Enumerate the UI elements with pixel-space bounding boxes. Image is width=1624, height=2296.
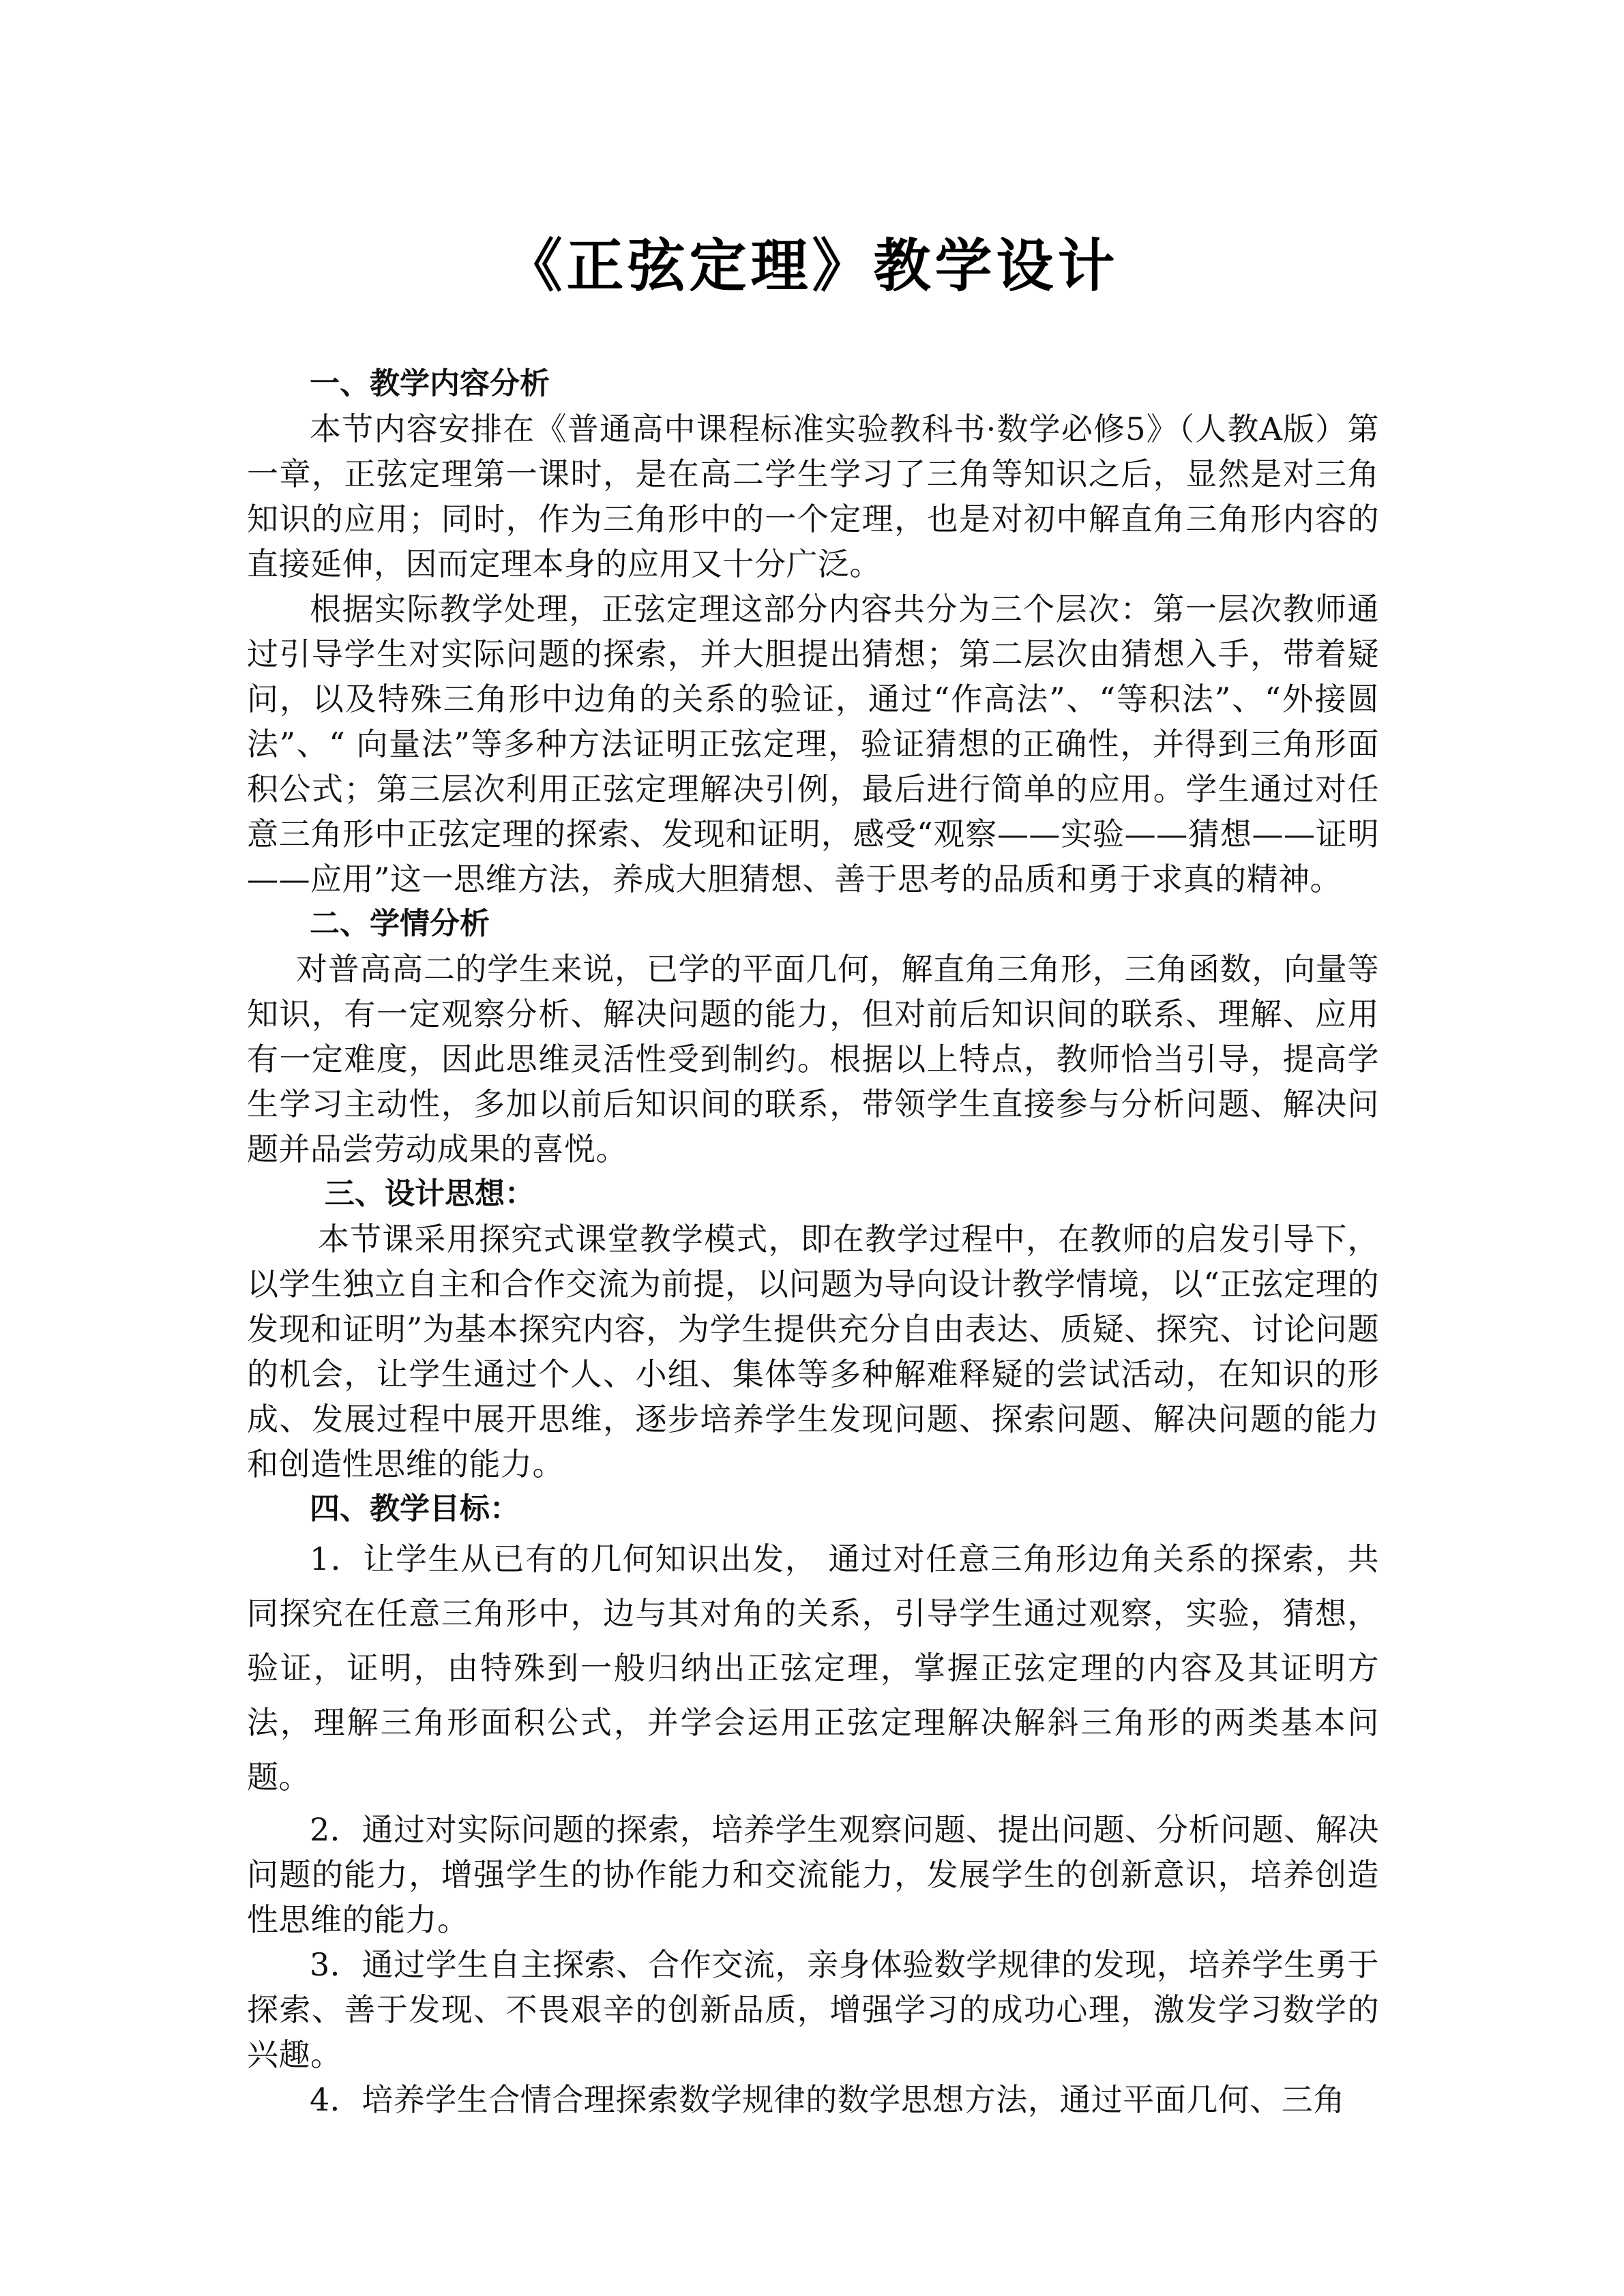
section-teaching-goals — [247, 1487, 1379, 2122]
paragraph: 根据实际教学处理，正弦定理这部分内容共分为三个层次：第一层次教师通过引导学生对实际问题的探索，并大胆提出猜想；第二层次由猜想入手，带着疑问，以及特殊三角形中边角的关系的验证，通过“作高法”、“等积法”、“外接圆法”、“ 向量法”等多种方法证明正弦定理，验证猜想的正确性，并得到三角形面积公式；第三层次利用正弦定理解决引例，最后进行简单的应用。学生通过对任意三角形中正弦定理的探索、发现和证明，感受“观察——实验——猜想——证明——应用”这一思维方法，养成大胆猜想、善于思考的品质和勇于求真的精神。 — [247, 591, 1379, 897]
document-title: 《正弦定理》教学设计 — [505, 233, 1119, 299]
paragraph: 对普高高二的学生来说，已学的平面几何，解直角三角形，三角函数，向量等知识，有一定观察分析、解决问题的能力，但对前后知识间的联系、理解、应用有一定难度，因此思维灵活性受到制约。根据以上特点，教师恰当引导，提高学生学习主动性，多加以前后知识间的联系，带领学生直接参与分析问题、解决问题并品尝劳动成果的喜悦。 — [247, 951, 1379, 1167]
paragraph: 本节课采用探究式课堂教学模式，即在教学过程中，在教师的启发引导下，以学生独立自主和合作交流为前提，以问题为导向设计教学情境，以“正弦定理的发现和证明”为基本探究内容，为学生提供充分自由表达、质疑、探究、讨论问题的机会，让学生通过个人、小组、集体等多种解难释疑的尝试活动，在知识的形成、发展过程中展开思维，逐步培养学生发现问题、探索问题、解决问题的能力和创造性思维的能力。 — [247, 1221, 1379, 1482]
section-design-idea — [247, 1172, 1379, 1487]
objective-item: 3．通过学生自主探索、合作交流，亲身体验数学规律的发现，培养学生勇于探索、善于发现、不畏艰辛的创新品质，增强学习的成功心理，激发学习数学的兴趣。 — [247, 1946, 1379, 2073]
section-content-analysis — [247, 361, 1379, 901]
document-body — [247, 361, 1379, 2122]
section-heading: 二、学情分析 — [310, 906, 490, 941]
objective-item: 1．让学生从已有的几何知识出发， 通过对任意三角形边角关系的探索，共同探究在任意三角形中，边与其对角的关系，引导学生通过观察，实验，猜想，验证，证明，由特殊到一般归纳出正弦定理，掌握正弦定理的内容及其证明方法，理解三角形面积公式，并学会运用正弦定理解决解斜三角形的两类基本问题。 — [247, 1540, 1379, 1795]
paragraph: 本节内容安排在《普通高中课程标准实验教科书·数学必修5》（人教A版）第一章，正弦定理第一课时，是在高二学生学习了三角等知识之后，显然是对三角知识的应用；同时，作为三角形中的一个定理，也是对初中解直角三角形内容的直接延伸，因而定理本身的应用又十分广泛。 — [247, 411, 1379, 582]
section-heading: 四、教学目标： — [310, 1491, 520, 1526]
section-student-analysis — [247, 901, 1379, 1172]
section-heading: 三、设计思想： — [325, 1176, 535, 1211]
section-heading: 一、教学内容分析 — [310, 366, 550, 401]
objective-item: 4．培养学生合情合理探索数学规律的数学思想方法，通过平面几何、三角 — [310, 2081, 1345, 2118]
objective-item: 2．通过对实际问题的探索，培养学生观察问题、提出问题、分析问题、解决问题的能力，增强学生的协作能力和交流能力，发展学生的创新意识，培养创造性思维的能力。 — [247, 1811, 1379, 1938]
